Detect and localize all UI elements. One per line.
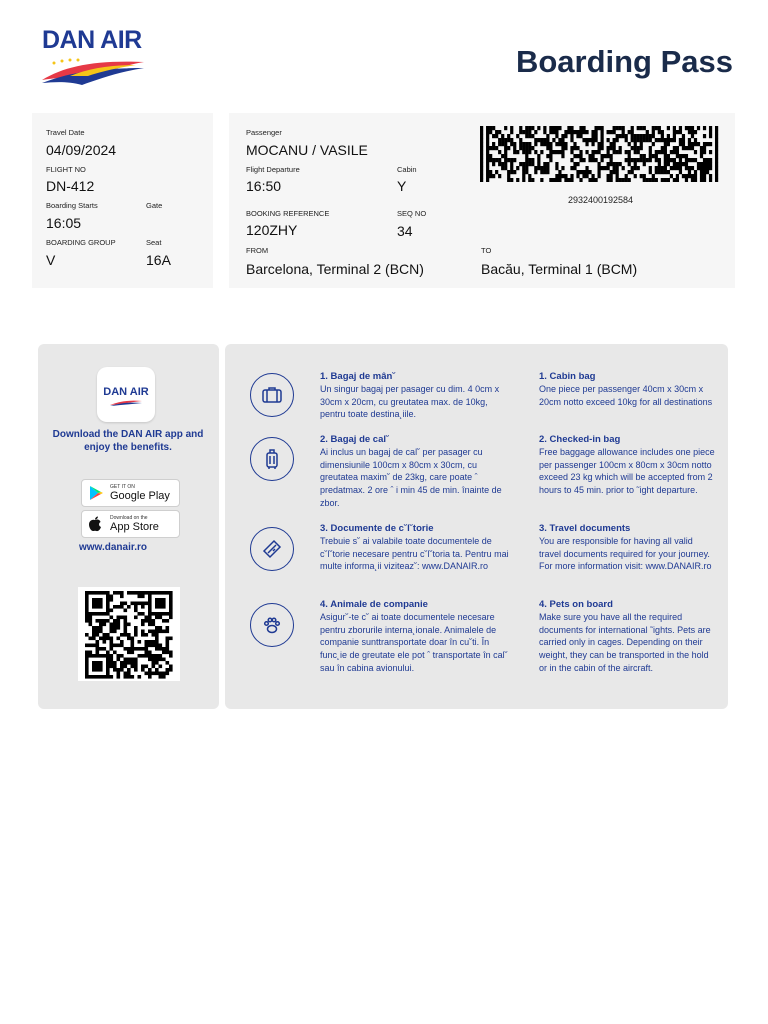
flight-no: DN-412 — [46, 178, 95, 194]
google-play-small-text: GET IT ON — [110, 484, 135, 490]
website-link[interactable]: www.danair.ro — [79, 542, 147, 553]
seat-label: Seat — [146, 238, 162, 247]
flight-no-label: FLIGHT NO — [46, 165, 86, 174]
app-store-small-text: Download on the — [110, 515, 148, 521]
logo-text: DAN AIR — [42, 26, 142, 54]
ro-travel-docs-text: Trebuie s˘ ai valabile toate documentele de c˘l˘torie necesare pentru c˘l˘toria ta. Pentru mai multe informa˛ii viziteaz˘: www.DANAIR.ro — [320, 536, 509, 572]
en-cabin-bag-text: One piece per passenger 40cm x 30cm x 20cm notto exceed 10kg for all destinations — [539, 384, 713, 407]
ro-cabin-bag-title: 1. Bagaj de mân˘ — [320, 371, 396, 382]
from-airport: Barcelona, Terminal 2 (BCN) — [246, 261, 424, 277]
app-logo-icon — [97, 367, 155, 422]
ro-cabin-bag-text: Un singur bagaj per pasager cu dim. 4 0cm x 30cm x 20cm, cu greutatea max. de 10kg, pentru toate destina˛iile. — [320, 384, 500, 420]
cabin-label: Cabin — [397, 165, 417, 174]
apple-icon — [88, 516, 102, 532]
en-cabin-bag-title: 1. Cabin bag — [539, 371, 596, 382]
boarding-group-label: BOARDING GROUP — [46, 238, 116, 247]
boarding-starts: 16:05 — [46, 215, 82, 231]
gate-label: Gate — [146, 201, 163, 210]
app-store-button[interactable] — [81, 510, 180, 538]
travel-date: 04/09/2024 — [46, 142, 117, 158]
google-play-icon — [88, 485, 104, 501]
booking-ref: 120ZHY — [246, 222, 298, 238]
ro-checked-bag-text: Ai inclus un bagaj de cal˘ per pasager cu dimensiunile 100cm x 80cm x 30cm, cu greutatea maxim˘ de 23kg, care poate ˆ predatmax. 2 ore ˆ i min 45 de min. înainte de zbor. — [320, 447, 502, 508]
ro-checked-bag-title: 2. Bagaj de cal˘ — [320, 434, 390, 445]
passenger-name: MOCANU / VASILE — [246, 142, 368, 158]
qr-code-image — [78, 587, 180, 681]
google-play-text: Google Play — [110, 490, 170, 502]
page-title: Boarding Pass — [515, 44, 733, 79]
ro-pets-text: Asigur˘-te c˘ ai toate documentele necesare pentru zborurile interna˛ionale. Animalele de companie sunttransportate doar în cu˘ti. În func˛ie de greutate ele pot ˆ transportate în cal˘ sau în cabina avionului. — [320, 612, 508, 673]
barcode-image — [480, 126, 721, 182]
ticket-icon — [250, 527, 294, 571]
cabin: Y — [397, 178, 407, 194]
suitcase-icon — [250, 373, 294, 417]
from-label: FROM — [246, 246, 269, 255]
boarding-group: V — [46, 252, 56, 268]
travel-date-label: Travel Date — [46, 128, 85, 137]
en-pets-text: Make sure you have all the required documents for international ˜ights. Pets are carried only in cages. Depending on their weight, they can be transported in the hold or in the cabin of the aircraft. — [539, 612, 711, 673]
seq-label: SEQ NO — [397, 209, 427, 218]
flight-info-card — [32, 113, 213, 288]
seq-no: 34 — [397, 223, 413, 239]
boarding-starts-label: Boarding Starts — [46, 201, 98, 210]
en-pets-title: 4. Pets on board — [539, 599, 613, 610]
booking-ref-label: BOOKING REFERENCE — [246, 209, 330, 218]
barcode-number: 2932400192584 — [567, 195, 634, 205]
en-checked-bag-text: Free baggage allowance includes one piece per passenger 100cm x 80cm x 30cm notto exceed 23 kg which will be accepted from 2 hours to 45 min. prior to ˜ight departure. — [539, 447, 715, 496]
logo-swoosh-icon — [40, 56, 146, 86]
luggage-icon — [250, 437, 294, 481]
departure-label: Flight Departure — [246, 165, 300, 174]
app-logo-text: DAN AIR — [103, 386, 149, 398]
passenger-label: Passenger — [246, 128, 282, 137]
app-logo-swoosh-icon — [110, 400, 142, 406]
ro-pets-title: 4. Animale de companie — [320, 599, 428, 610]
seat: 16A — [146, 252, 171, 268]
to-airport: Bacău, Terminal 1 (BCM) — [481, 261, 638, 277]
en-travel-docs-text: You are responsible for having all valid travel documents required for your journey. For more information visit: www.DANAIR.ro — [539, 536, 712, 572]
dan-air-logo — [40, 26, 150, 88]
departure-time: 16:50 — [246, 178, 282, 194]
google-play-button[interactable] — [81, 479, 180, 507]
ro-travel-docs-title: 3. Documente de c˘l˘torie — [320, 523, 434, 534]
en-checked-bag-title: 2. Checked-in bag — [539, 434, 621, 445]
to-label: TO — [481, 246, 492, 255]
app-promo-text: Download the DAN AIR app and enjoy the benefits. — [52, 429, 204, 453]
en-travel-docs-title: 3. Travel documents — [539, 523, 631, 534]
paw-icon — [250, 603, 294, 647]
app-store-text: App Store — [110, 521, 159, 533]
